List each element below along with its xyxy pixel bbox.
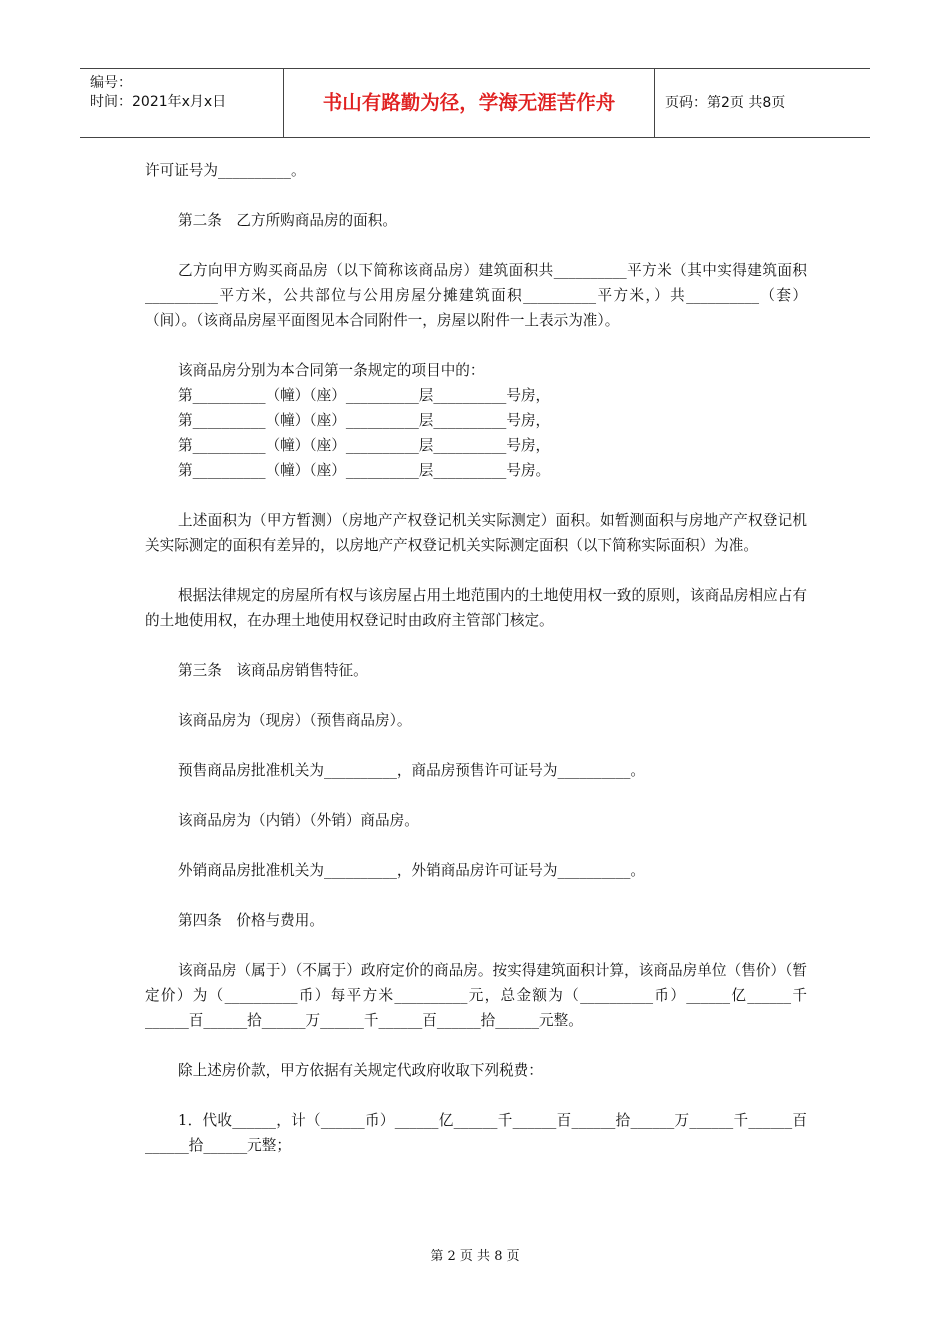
unit-line-3: 第__________（幢）（座）__________层__________号房，	[178, 437, 551, 454]
unit-line-1: 第__________（幢）（座）__________层__________号房，	[178, 387, 551, 404]
article-4-title: 第四条 价格与费用。	[178, 912, 324, 929]
paragraph-land: 根据法律规定的房屋所有权与该房屋占用土地范围内的土地使用权一致的原则，该商品房相应占有的土地使用权，在办理土地使用权登记时由政府主管部门核定。	[145, 587, 807, 629]
doc-number-label: 编号：	[90, 75, 132, 91]
unit-line-4: 第__________（幢）（座）__________层__________号房。	[178, 462, 551, 479]
paragraph-tax-item-1: 1．代收______，计（______币）______亿______千______百______拾______万______千______百______拾______元整；	[145, 1112, 807, 1154]
paragraph-tax: 除上述房价款，甲方依据有关规定代政府收取下列税费：	[178, 1062, 543, 1079]
article-3-title: 第三条 该商品房销售特征。	[178, 662, 368, 679]
page-header	[80, 68, 870, 138]
header-meta	[80, 69, 282, 137]
paragraph-area: 乙方向甲方购买商品房（以下简称该商品房）建筑面积共__________平方米（其中实得建筑面积__________平方米，公共部位与公用房屋分摊建筑面积__________平方米，）共__________（套）（间）。（该商品房屋平面图见本合同附件一，房屋以附件一上表示为准）。	[145, 262, 807, 329]
article-2-title: 第二条 乙方所购商品房的面积。	[178, 212, 397, 229]
unit-line-2: 第__________（幢）（座）__________层__________号房，	[178, 412, 551, 429]
paragraph-measure: 上述面积为（甲方暂测）（房地产产权登记机关实际测定）面积。如暂测面积与房地产产权登记机关实际测定的面积有差异的，以房地产产权登记机关实际测定面积（以下简称实际面积）为准。	[145, 512, 807, 554]
paragraph-type: 该商品房为（现房）（预售商品房）。	[178, 712, 412, 729]
paragraph-presale: 预售商品房批准机关为__________，商品房预售许可证号为__________。	[178, 762, 646, 779]
document-body	[145, 158, 807, 1158]
unit-list	[145, 383, 807, 483]
page-footer: 第 2 页 共 8 页	[430, 1249, 520, 1264]
paragraph-split: 该商品房分别为本合同第一条规定的项目中的：	[178, 362, 485, 379]
paragraph-export: 外销商品房批准机关为__________，外销商品房许可证号为__________。	[178, 862, 646, 879]
paragraph-price: 该商品房（属于）（不属于）政府定价的商品房。按实得建筑面积计算，该商品房单位（售价）（暂定价）为（__________币）每平方米__________元，总金额为（__________币）______亿______千______百______拾______万______千______百______拾______元整。	[145, 962, 807, 1029]
paragraph-market: 该商品房为（内销）（外销）商品房。	[178, 812, 419, 829]
doc-time-label: 时间：2021年x月x日	[90, 94, 227, 110]
header-motto: 书山有路勤为径，学海无涯苦作舟	[283, 69, 655, 137]
paragraph-license: 许可证号为__________。	[145, 162, 306, 179]
header-page-info: 页码：第2页 共8页	[665, 95, 786, 111]
